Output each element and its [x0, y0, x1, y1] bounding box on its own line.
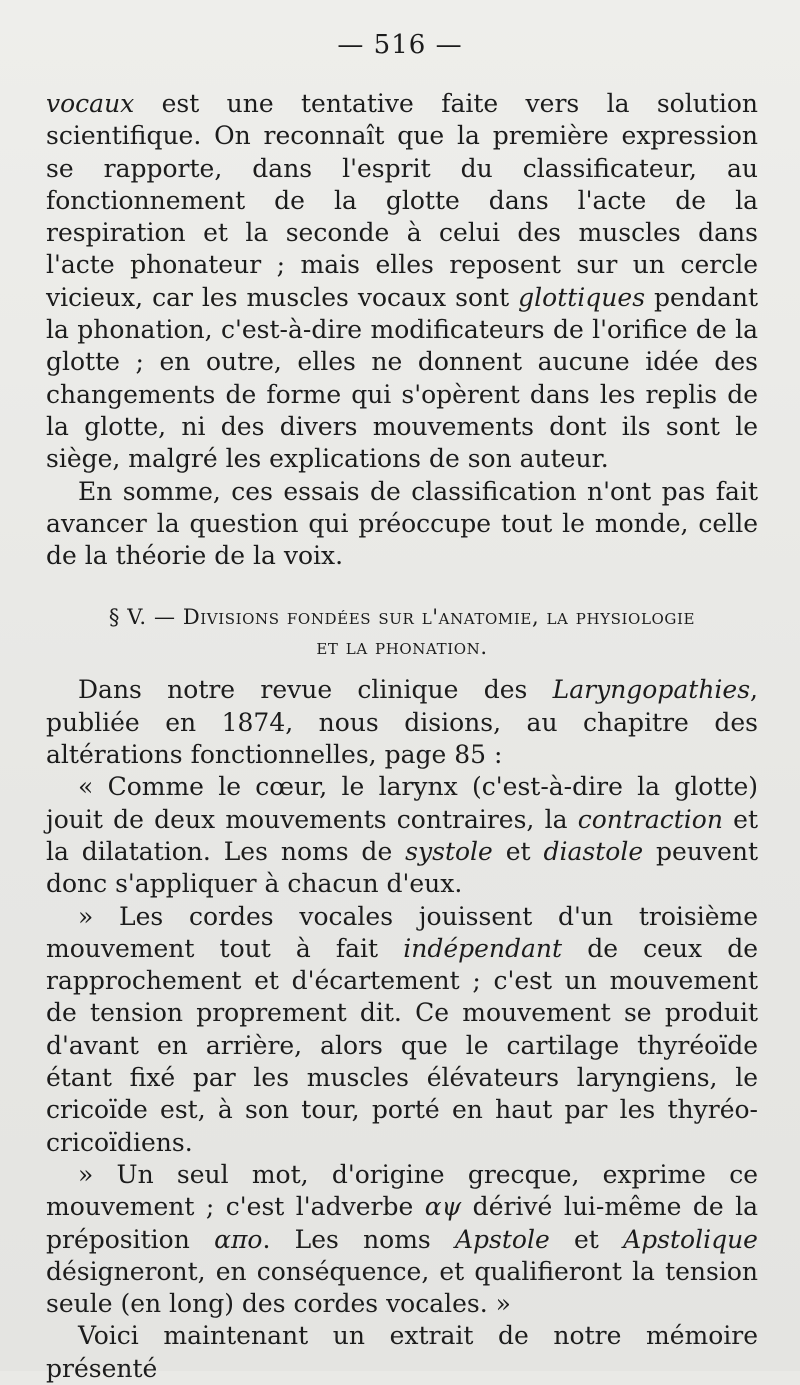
text-run: » Les cordes vocales jouissent d'un troisième mouvement tout à fait: [46, 901, 758, 963]
italic-run: απο: [214, 1224, 263, 1254]
text-run: désigneront, en conséquence, et qualifieront la tension seule (en long) des cordes vocales. »: [46, 1256, 758, 1319]
italic-run: αψ: [424, 1192, 462, 1222]
italic-run: vocaux: [46, 89, 135, 118]
paragraph: [46, 771, 758, 900]
paragraph: [46, 674, 758, 771]
text-run: » Un seul mot, d'origine grecque, exprime ce mouvement ; c'est l'adverbe: [46, 1159, 758, 1222]
text-run: « Comme le cœur, le larynx (c'est-à-dire la glotte) jouit de deux mouvements contraires, la: [46, 772, 758, 834]
italic-run: diastole: [543, 836, 644, 866]
text-run: . Les noms: [262, 1224, 455, 1254]
paragraph: [46, 88, 758, 476]
text-run: , publiée en 1874, nous disions, au chapitre des altérations fonctionnelles, page 85 :: [46, 675, 758, 770]
text-run: et: [549, 1224, 624, 1254]
text-run: pendant la phonation, c'est-à-dire modificateurs de l'orifice de la glotte ; en outre, elles ne donnent aucune idée des changements de forme qui s'opèrent dans les replis de la glotte, ni des divers mouvements dont ils sont le siège, malgré les explications de son auteur.: [46, 282, 758, 474]
italic-run: Apstolique: [623, 1224, 758, 1254]
italic-run: systole: [405, 836, 493, 866]
text-run: et: [492, 836, 544, 866]
section-heading-line-2: et la phonation.: [316, 635, 488, 660]
text-run: et la dilatation. Les noms de: [46, 804, 758, 866]
paragraph: [46, 901, 758, 1159]
italic-run: indépendant: [403, 933, 563, 963]
section-heading-line-1: § V. — Divisions fondées sur l'anatomie, la physiologie: [108, 605, 696, 630]
italic-run: contraction: [577, 804, 723, 834]
page-number: — 516 —: [337, 30, 463, 60]
text-run: dérivé lui-même de la préposition: [46, 1192, 758, 1254]
text-run: de ceux de rapprochement et d'écartement ; c'est un mouvement de tension proprement dit. Ce mouvement se produit d'avant en arrière, alors que le cartilage thyréoïde étant fixé par les muscles élévateurs laryngiens, le cricoïde est, à son tour, porté en haut par les thyréo-cricoïdiens.: [46, 933, 759, 1157]
text-body: [46, 88, 758, 1385]
paragraph: [46, 476, 758, 573]
italic-run: Laryngopathies: [552, 675, 751, 705]
paragraph: [46, 1320, 758, 1385]
text-run: peuvent donc s'appliquer à chacun d'eux.: [46, 836, 758, 899]
paragraph: [46, 1159, 758, 1320]
italic-run: glottiques: [518, 282, 646, 312]
text-run: En somme, ces essais de classification n'ont pas fait avancer la question qui préoccupe tout le monde, celle de la théorie de la voix.: [46, 476, 758, 571]
text-run: Voici maintenant un extrait de notre mémoire présenté: [46, 1321, 758, 1383]
text-run: est une tentative faite vers la solution scientifique. On reconnaît que la première expression se rapporte, dans l'esprit du classificateur, au fonctionnement de la glotte dans l'acte de la respiration et la seconde à celui des muscles dans l'acte phonateur ; mais elles reposent sur un cercle vicieux, car les muscles vocaux sont: [46, 89, 758, 312]
text-run: Dans notre revue clinique des: [78, 675, 553, 705]
italic-run: Apstole: [455, 1224, 550, 1254]
section-heading: [46, 602, 758, 662]
